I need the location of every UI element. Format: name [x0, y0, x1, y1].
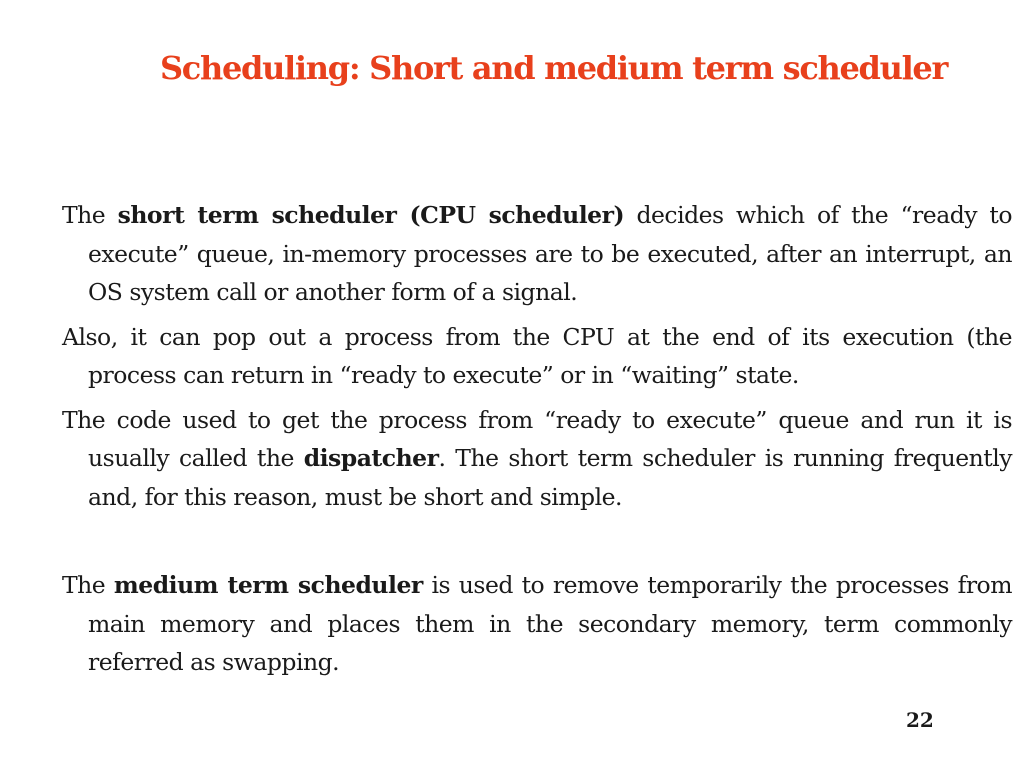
slide-number: 22: [906, 708, 934, 732]
paragraph-dispatcher: [62, 401, 1012, 517]
paragraph-rest: is used to remove temporarily the processes from main memory and places them in the secondary memory, term commonly referred as swapping.: [88, 571, 1012, 676]
term-dispatcher: dispatcher: [303, 444, 439, 472]
term-short-term-scheduler: short term scheduler (CPU scheduler): [117, 201, 625, 229]
paragraph-text: Also, it can pop out a process from the CPU at the end of its execution (the process can return in “ready to execute” or in “waiting” state.: [62, 322, 1012, 389]
paragraph-lead: The: [62, 201, 118, 229]
paragraph-lead: The: [62, 571, 114, 599]
paragraph-medium-term-scheduler: [62, 566, 1012, 682]
slide-body: [62, 196, 1012, 688]
term-medium-term-scheduler: medium term scheduler: [113, 571, 423, 599]
paragraph-lead: The code used to get the process from “ready to execute” queue and run it is usually called the: [62, 405, 1012, 472]
paragraph-pop-out-process: [62, 318, 1012, 395]
slide-title: Scheduling: Short and medium term scheduler: [160, 49, 948, 87]
paragraph-rest: decides which of the “ready to execute” queue, in-memory processes are to be executed, after an interrupt, an OS system call or another form of a signal.: [88, 201, 1013, 306]
paragraph-short-term-scheduler: [62, 196, 1012, 312]
paragraph-rest: . The short term scheduler is running frequently and, for this reason, must be short and simple.: [88, 444, 1012, 511]
